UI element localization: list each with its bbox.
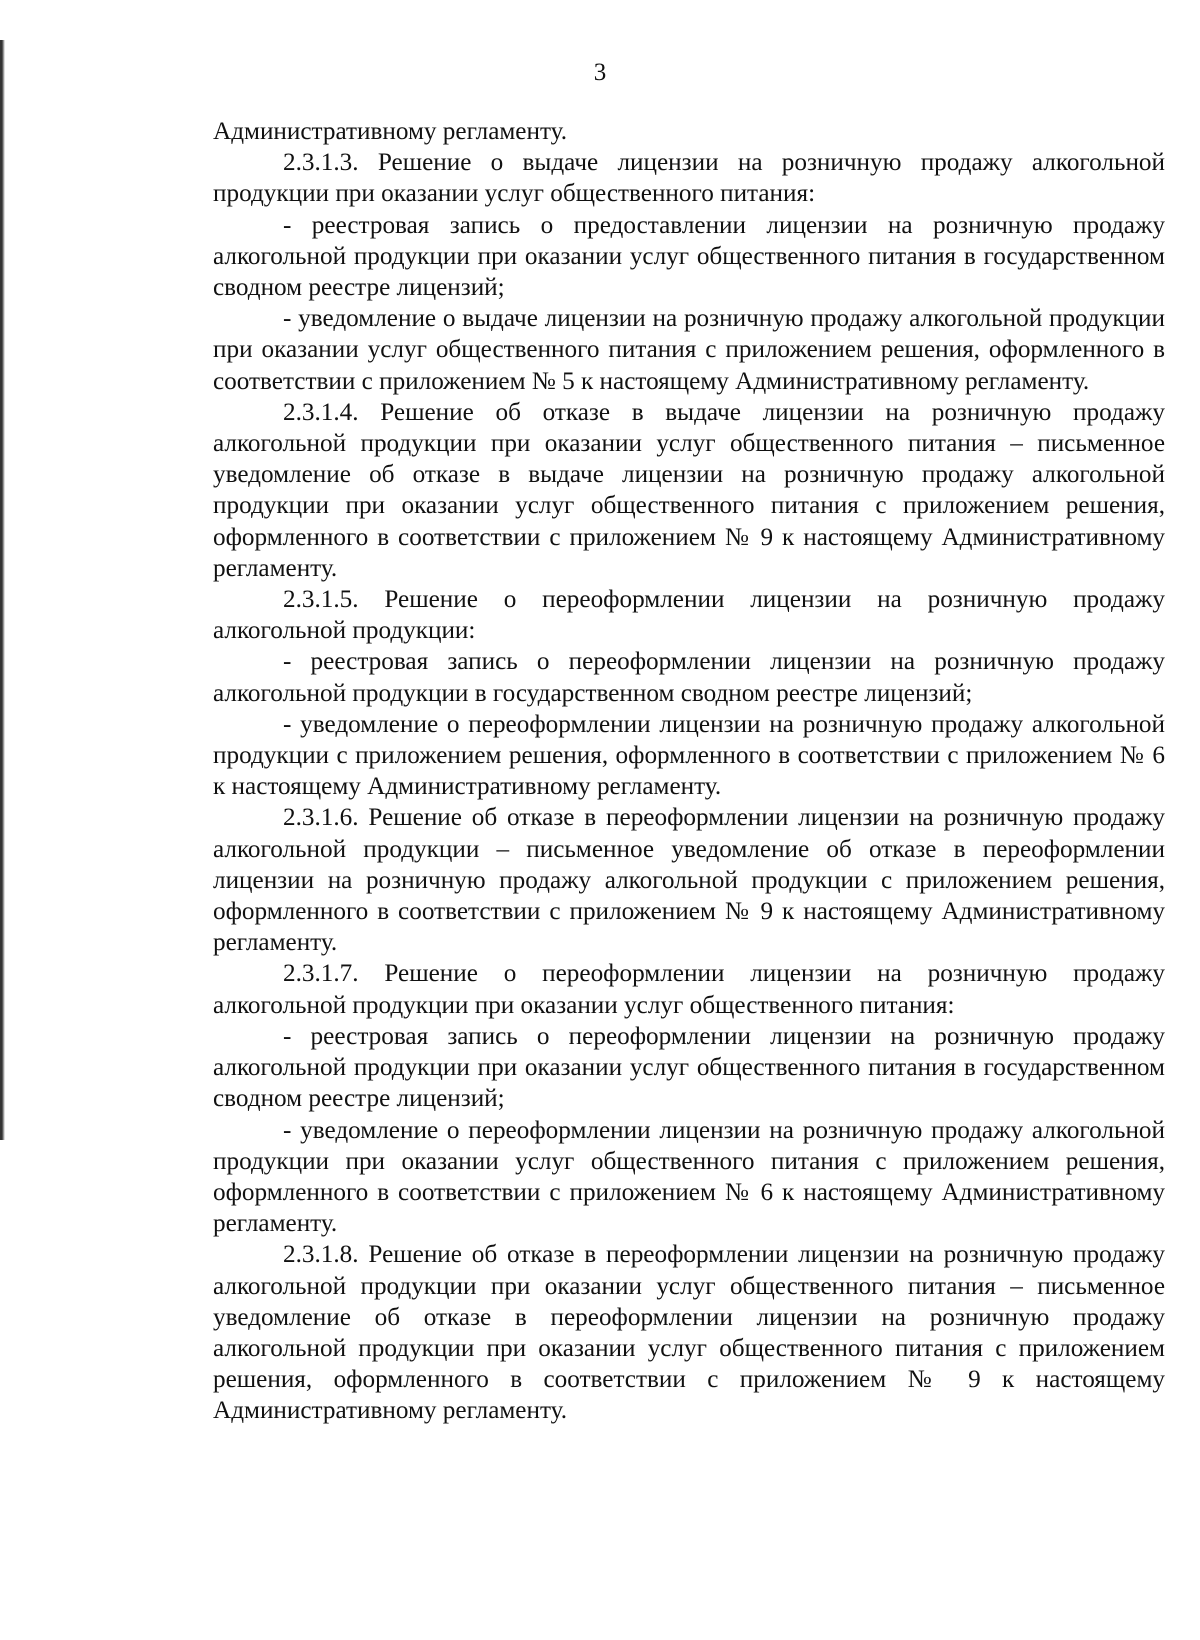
list-item-issue-notice: - уведомление о выдаче лицензии на розничную продажу алкогольной продукции при оказании услуг общественного питания с приложением решения, оформленного в соответствии с приложением № 5 к настоящему Административному регламенту.: [213, 305, 1165, 395]
document-body: [213, 116, 1165, 1427]
list-item-catering-reissue-registry-record: - реестровая запись о переоформлении лицензии на розничную продажу алкогольной продукции при оказании услуг общественного питания в государственном сводном реестре лицензий;: [213, 1022, 1165, 1113]
list-item-reissue-notice: - уведомление о переоформлении лицензии на розничную продажу алкогольной продукции с приложением решения, оформленного в соответствии с приложением № 6 к настоящему Административному регламенту.: [213, 710, 1165, 801]
list-item-reissue-registry-record: - реестровая запись о переоформлении лицензии на розничную продажу алкогольной продукции в государственном сводном реестре лицензий;: [213, 648, 1165, 707]
list-item-catering-reissue-notice: - уведомление о переоформлении лицензии на розничную продажу алкогольной продукции при оказании услуг общественного питания с приложением решения, оформленного в соответствии с приложением № 6 к настоящему Административному регламенту.: [213, 1116, 1165, 1238]
page-number: 3: [593, 59, 607, 86]
paragraph-2-3-1-6: 2.3.1.6. Решение об отказе в переоформлении лицензии на розничную продажу алкогольной продукции – письменное уведомление об отказе в переоформлении лицензии на розничную продажу алкогольной продукции с приложением решения, оформленного в соответствии с приложением № 9 к настоящему Административному регламенту.: [213, 804, 1165, 957]
paragraph-2-3-1-3: 2.3.1.3. Решение о выдаче лицензии на розничную продажу алкогольной продукции при оказании услуг общественного питания:: [213, 149, 1165, 208]
paragraph-2-3-1-7: 2.3.1.7. Решение о переоформлении лицензии на розничную продажу алкогольной продукции при оказании услуг общественного питания:: [213, 960, 1165, 1019]
scan-edge-shadow: [0, 40, 5, 1140]
paragraph-2-3-1-4: 2.3.1.4. Решение об отказе в выдаче лицензии на розничную продажу алкогольной продукции при оказании услуг общественного питания – письменное уведомление об отказе в выдаче лицензии на розничную продажу алкогольной продукции при оказании услуг общественного питания с приложением решения, оформленного в соответствии с приложением № 9 к настоящему Административному регламенту.: [213, 398, 1165, 582]
paragraph-2-3-1-5: 2.3.1.5. Решение о переоформлении лицензии на розничную продажу алкогольной продукции:: [213, 586, 1165, 645]
paragraph-continuation: Административному регламенту.: [213, 118, 568, 145]
paragraph-2-3-1-8: 2.3.1.8. Решение об отказе в переоформлении лицензии на розничную продажу алкогольной продукции при оказании услуг общественного питания – письменное уведомление об отказе в переоформлении лицензии на розничную продажу алкогольной продукции при оказании услуг общественного питания с приложением решения, оформленного в соответствии с приложением № 9 к настоящему Административному регламенту.: [213, 1241, 1165, 1425]
list-item-registry-record: - реестровая запись о предоставлении лицензии на розничную продажу алкогольной продукции при оказании услуг общественного питания в государственном сводном реестре лицензий;: [213, 211, 1165, 302]
